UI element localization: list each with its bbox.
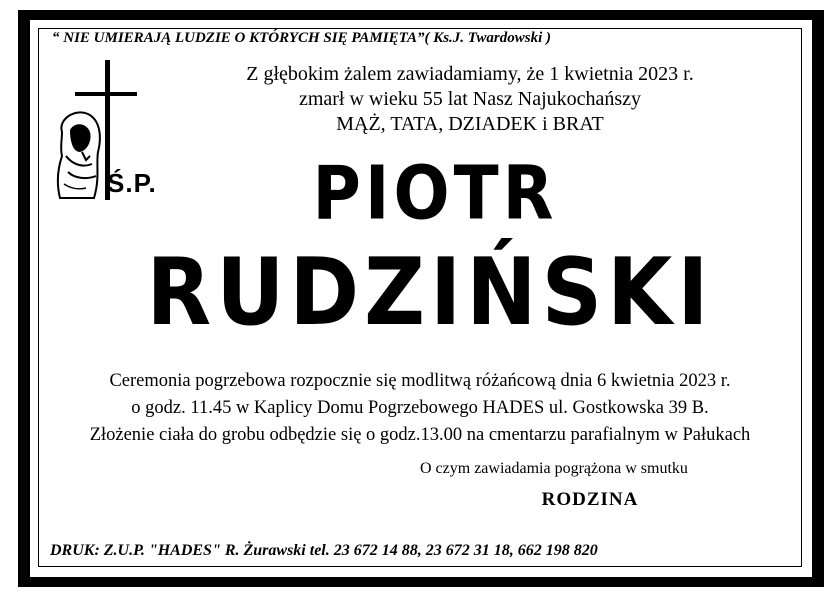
ceremony-line-1: Ceremonia pogrzebowa rozpocznie się modlitwą różańcową dnia 6 kwietnia 2023 r. — [109, 371, 731, 391]
deceased-last-name: RUDZIŃSKI — [146, 238, 714, 346]
intro-line-1: Z głębokim żalem zawiadamiamy, że 1 kwietnia 2023 r. — [246, 63, 694, 85]
mourning-note: O czym zawiadamia pogrążona w smutku — [420, 460, 688, 477]
ceremony-line-2: o godz. 11.45 w Kaplicy Domu Pogrzebowego HADES ul. Gostkowska 39 B. — [131, 398, 709, 418]
ceremony-details — [40, 368, 800, 449]
deceased-first-name: PIOTR — [312, 150, 558, 237]
printer-footer: DRUK: Z.U.P. "HADES" R. Żurawski tel. 23 672 14 88, 23 672 31 18, 662 198 820 — [50, 542, 598, 559]
intro-line-3: MĄŻ, TATA, DZIADEK i BRAT — [336, 113, 604, 135]
sp-label: Ś.P. — [107, 168, 157, 198]
family-signature: RODZINA — [541, 489, 639, 510]
announcement-intro — [170, 62, 770, 137]
ceremony-line-3: Złożenie ciała do grobu odbędzie się o godz.13.00 na cmentarzu parafialnym w Pałukach — [89, 425, 751, 445]
intro-line-2: zmarł w wieku 55 lat Nasz Najukochańszy — [298, 88, 642, 110]
motto-quote: “ NIE UMIERAJĄ LUDZIE O KTÓRYCH SIĘ PAMIĘTA”( Ks.J. Twardowski ) — [52, 30, 551, 46]
